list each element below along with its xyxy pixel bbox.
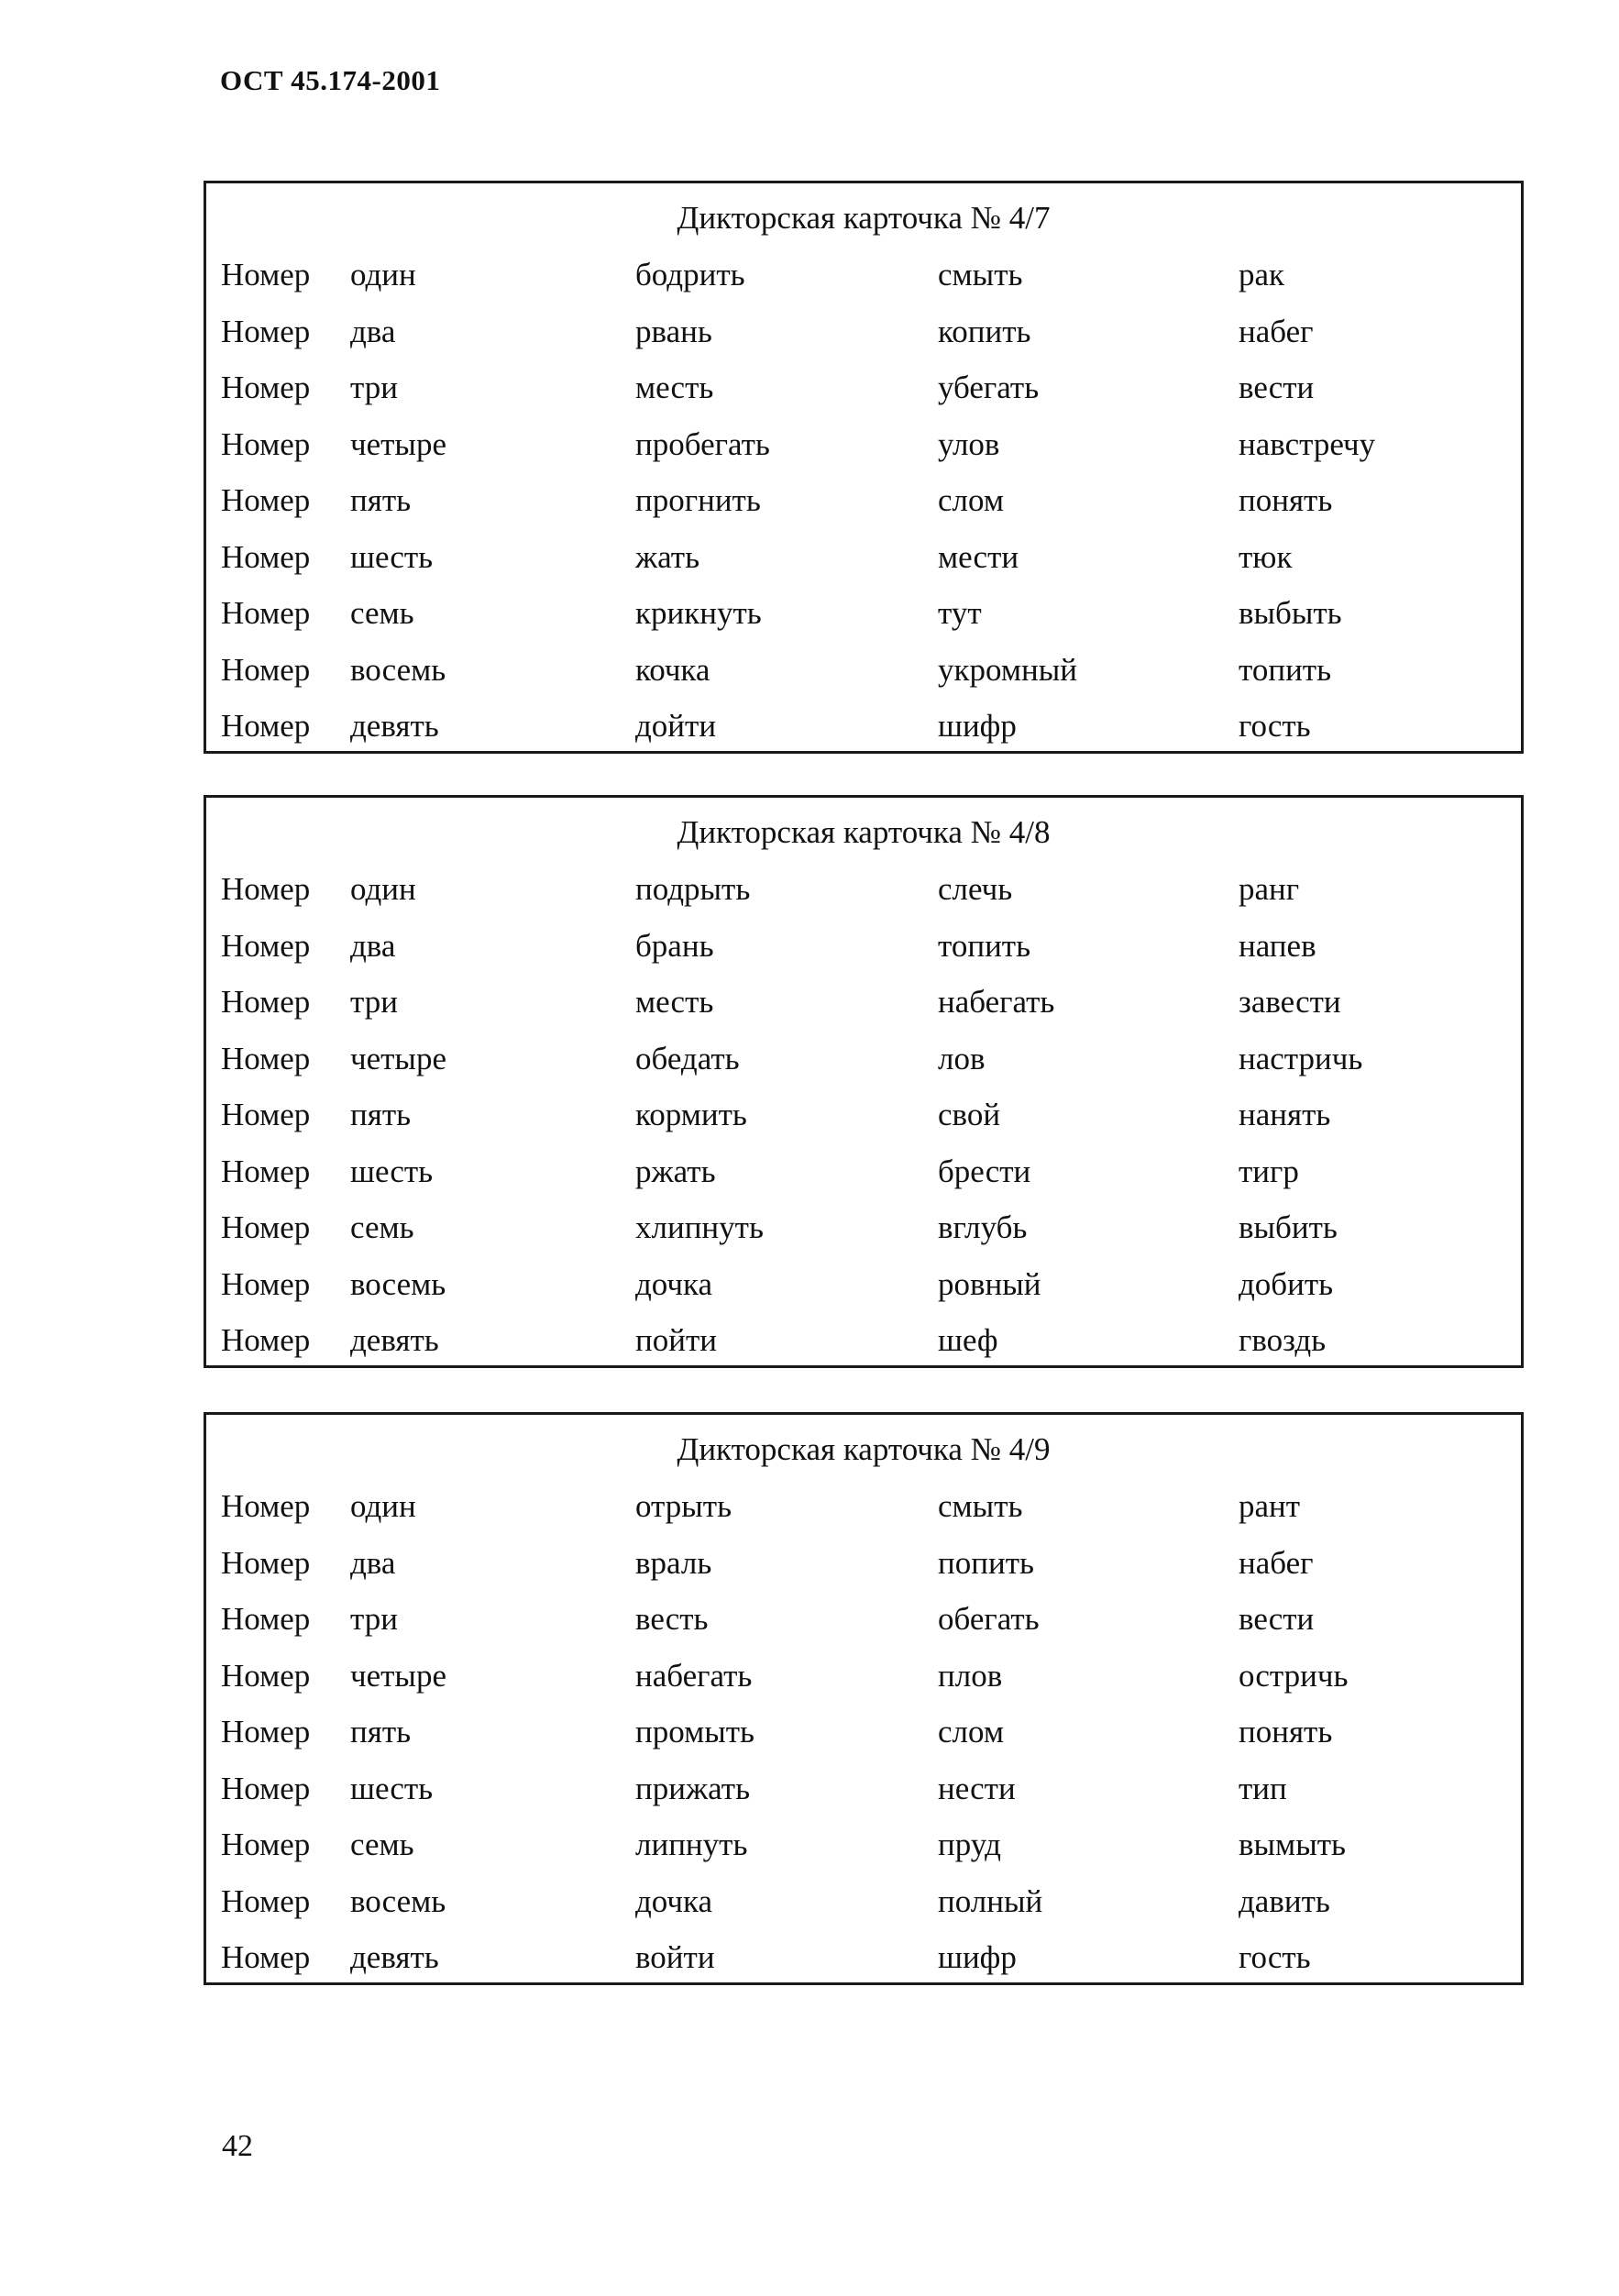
table-row xyxy=(206,1481,1521,1538)
word-cell: набег xyxy=(1239,313,1314,349)
word-cell: мести xyxy=(938,538,1019,575)
word-cell: выбить xyxy=(1239,1209,1338,1245)
word-cell: войти xyxy=(635,1939,715,1975)
word-cell: крикнуть xyxy=(635,595,762,631)
row-number-word: четыре xyxy=(350,425,446,462)
row-number-word: один xyxy=(350,1488,416,1524)
row-number-word: шесть xyxy=(350,538,434,575)
table-row xyxy=(206,1763,1521,1820)
row-label: Номер xyxy=(221,370,311,405)
word-cell: завести xyxy=(1239,984,1341,1020)
word-cell: обедать xyxy=(635,1040,740,1076)
word-cell: шеф xyxy=(938,1322,998,1358)
word-cell: брань xyxy=(635,927,714,964)
word-cell: прогнить xyxy=(635,482,761,518)
table-row xyxy=(206,645,1521,701)
word-cell: рвань xyxy=(635,313,712,349)
word-cell: ржать xyxy=(635,1153,716,1189)
table-row xyxy=(206,1089,1521,1146)
card-title: Дикторская карточка № 4/9 xyxy=(677,1431,1051,1467)
word-cell: вести xyxy=(1239,1601,1315,1637)
word-cell: полный xyxy=(938,1882,1043,1919)
word-cell: вести xyxy=(1239,370,1315,405)
table-row xyxy=(206,1146,1521,1203)
word-cell: весть xyxy=(635,1601,709,1637)
word-cell: пробегать xyxy=(635,425,770,462)
word-cell: кормить xyxy=(635,1097,747,1132)
row-label: Номер xyxy=(221,708,311,744)
row-number-word: один xyxy=(350,871,416,907)
row-label: Номер xyxy=(221,1488,311,1524)
word-cell: брести xyxy=(938,1153,1031,1189)
word-cell: навстречу xyxy=(1239,425,1376,462)
word-cell: липнуть xyxy=(635,1827,748,1862)
announcer-card-4-9 xyxy=(204,1412,1524,1985)
row-number-word: восемь xyxy=(350,1882,446,1919)
row-label: Номер xyxy=(221,984,311,1020)
word-cell: улов xyxy=(938,425,1000,462)
card-rows xyxy=(206,1481,1521,1989)
word-cell: пруд xyxy=(938,1827,1001,1862)
table-row xyxy=(206,1650,1521,1707)
word-cell: понять xyxy=(1239,482,1333,518)
table-row xyxy=(206,1706,1521,1763)
row-label: Номер xyxy=(221,1209,311,1245)
table-row xyxy=(206,419,1521,476)
table-row xyxy=(206,1033,1521,1090)
word-cell: гвоздь xyxy=(1239,1322,1327,1358)
word-cell: ранг xyxy=(1239,871,1300,907)
row-label: Номер xyxy=(221,1657,311,1694)
row-label: Номер xyxy=(221,257,311,293)
table-row xyxy=(206,864,1521,921)
card-title: Дикторская карточка № 4/7 xyxy=(677,200,1051,236)
word-cell: давить xyxy=(1239,1882,1330,1919)
table-row xyxy=(206,532,1521,589)
word-cell: шифр xyxy=(938,1939,1017,1975)
row-number-word: шесть xyxy=(350,1153,434,1189)
word-cell: месть xyxy=(635,984,714,1020)
table-row xyxy=(206,362,1521,419)
table-row xyxy=(206,475,1521,532)
card-rows xyxy=(206,249,1521,757)
word-cell: понять xyxy=(1239,1714,1333,1750)
word-cell: вымыть xyxy=(1239,1827,1346,1862)
word-cell: добить xyxy=(1239,1265,1334,1302)
word-cell: остричь xyxy=(1239,1657,1349,1694)
word-cell: кочка xyxy=(635,651,710,688)
word-cell: топить xyxy=(1239,651,1332,688)
row-number-word: пять xyxy=(350,1714,412,1750)
row-label: Номер xyxy=(221,1040,311,1076)
word-cell: нести xyxy=(938,1770,1016,1806)
row-label: Номер xyxy=(221,595,311,631)
row-label: Номер xyxy=(221,482,311,518)
row-label: Номер xyxy=(221,1322,311,1358)
page-number: 42 xyxy=(222,2129,253,2163)
row-label: Номер xyxy=(221,1265,311,1302)
row-label: Номер xyxy=(221,651,311,688)
row-number-word: один xyxy=(350,257,416,293)
card-rows xyxy=(206,864,1521,1372)
row-number-word: девять xyxy=(350,708,439,744)
word-cell: ровный xyxy=(938,1265,1041,1302)
row-number-word: девять xyxy=(350,1322,439,1358)
table-row xyxy=(206,1315,1521,1372)
table-row xyxy=(206,306,1521,363)
announcer-card-4-8 xyxy=(204,795,1524,1368)
word-cell: смыть xyxy=(938,257,1023,293)
word-cell: пойти xyxy=(635,1322,717,1358)
word-cell: слечь xyxy=(938,871,1013,907)
row-label: Номер xyxy=(221,313,311,349)
word-cell: отрыть xyxy=(635,1488,732,1524)
word-cell: дочка xyxy=(635,1882,713,1919)
word-cell: укромный xyxy=(938,651,1077,688)
word-cell: подрыть xyxy=(635,871,751,907)
word-cell: слом xyxy=(938,482,1004,518)
word-cell: плов xyxy=(938,1657,1003,1694)
table-row xyxy=(206,1202,1521,1259)
row-label: Номер xyxy=(221,1939,311,1975)
word-cell: лов xyxy=(938,1040,986,1076)
row-number-word: три xyxy=(350,370,398,405)
word-cell: дочка xyxy=(635,1265,713,1302)
row-label: Номер xyxy=(221,538,311,575)
word-cell: гость xyxy=(1239,708,1311,744)
word-cell: жать xyxy=(635,538,700,575)
row-number-word: восемь xyxy=(350,651,446,688)
row-label: Номер xyxy=(221,1097,311,1132)
row-number-word: пять xyxy=(350,482,412,518)
table-row xyxy=(206,588,1521,645)
word-cell: гость xyxy=(1239,1939,1311,1975)
word-cell: топить xyxy=(938,927,1031,964)
row-number-word: семь xyxy=(350,1827,414,1862)
row-number-word: четыре xyxy=(350,1040,446,1076)
table-row xyxy=(206,1876,1521,1933)
row-number-word: два xyxy=(350,1544,396,1581)
word-cell: тигр xyxy=(1239,1153,1299,1189)
word-cell: напев xyxy=(1239,927,1316,964)
word-cell: вглубь xyxy=(938,1209,1028,1245)
row-label: Номер xyxy=(221,1882,311,1919)
table-row xyxy=(206,701,1521,757)
word-cell: настричь xyxy=(1239,1040,1363,1076)
table-row xyxy=(206,249,1521,306)
row-label: Номер xyxy=(221,1601,311,1637)
row-number-word: четыре xyxy=(350,1657,446,1694)
row-number-word: восемь xyxy=(350,1265,446,1302)
row-number-word: семь xyxy=(350,1209,414,1245)
word-cell: тюк xyxy=(1239,538,1293,575)
table-row xyxy=(206,977,1521,1033)
word-cell: выбыть xyxy=(1239,595,1342,631)
card-title: Дикторская карточка № 4/8 xyxy=(677,814,1051,850)
word-cell: тип xyxy=(1239,1770,1287,1806)
announcer-card-4-7 xyxy=(204,181,1524,754)
row-label: Номер xyxy=(221,1827,311,1862)
row-label: Номер xyxy=(221,1544,311,1581)
row-label: Номер xyxy=(221,1153,311,1189)
word-cell: копить xyxy=(938,313,1031,349)
word-cell: смыть xyxy=(938,1488,1023,1524)
word-cell: свой xyxy=(938,1097,1001,1132)
row-label: Номер xyxy=(221,927,311,964)
word-cell: промыть xyxy=(635,1714,754,1750)
table-row xyxy=(206,921,1521,977)
row-number-word: два xyxy=(350,313,396,349)
row-number-word: семь xyxy=(350,595,414,631)
word-cell: тут xyxy=(938,595,982,631)
word-cell: обегать xyxy=(938,1601,1040,1637)
word-cell: рант xyxy=(1239,1488,1301,1524)
word-cell: убегать xyxy=(938,370,1040,405)
row-number-word: три xyxy=(350,1601,398,1637)
row-number-word: пять xyxy=(350,1097,412,1132)
row-number-word: три xyxy=(350,984,398,1020)
row-number-word: два xyxy=(350,927,396,964)
word-cell: попить xyxy=(938,1544,1034,1581)
row-label: Номер xyxy=(221,1770,311,1806)
table-row xyxy=(206,1259,1521,1316)
row-label: Номер xyxy=(221,1714,311,1750)
table-row xyxy=(206,1819,1521,1876)
row-label: Номер xyxy=(221,425,311,462)
word-cell: враль xyxy=(635,1544,712,1581)
table-row xyxy=(206,1538,1521,1595)
row-number-word: шесть xyxy=(350,1770,434,1806)
word-cell: набег xyxy=(1239,1544,1314,1581)
table-row xyxy=(206,1932,1521,1989)
word-cell: хлипнуть xyxy=(635,1209,764,1245)
table-row xyxy=(206,1594,1521,1650)
word-cell: рак xyxy=(1239,257,1285,293)
word-cell: дойти xyxy=(635,708,717,744)
document-code: ОСТ 45.174-2001 xyxy=(220,64,441,96)
word-cell: набегать xyxy=(938,984,1055,1020)
word-cell: набегать xyxy=(635,1657,753,1694)
row-label: Номер xyxy=(221,871,311,907)
word-cell: нанять xyxy=(1239,1097,1331,1132)
row-number-word: девять xyxy=(350,1939,439,1975)
word-cell: бодрить xyxy=(635,257,745,293)
word-cell: прижать xyxy=(635,1770,751,1806)
word-cell: слом xyxy=(938,1714,1004,1750)
word-cell: шифр xyxy=(938,708,1017,744)
word-cell: месть xyxy=(635,370,714,405)
